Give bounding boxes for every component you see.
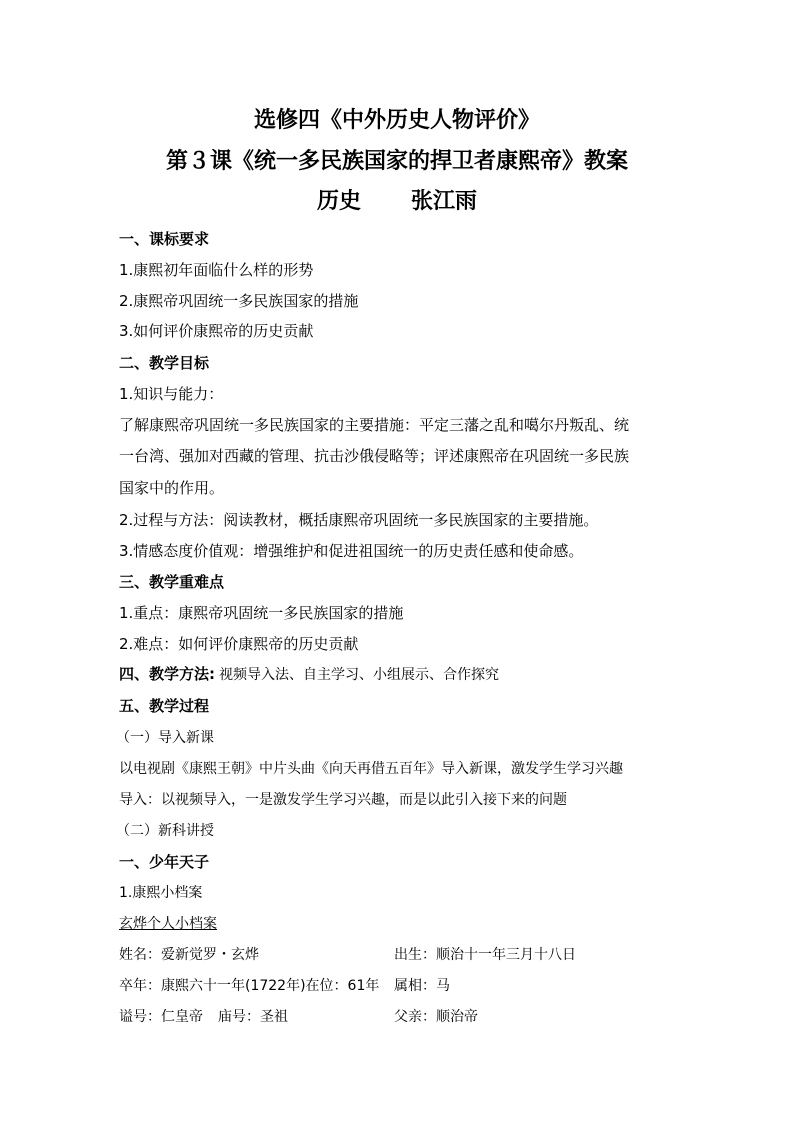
archive-title: 玄烨个人小档案 xyxy=(119,916,217,932)
archive-temple: 庙号：圣祖 xyxy=(218,1009,288,1025)
part-heading: 一、少年天子 xyxy=(119,853,210,871)
archive-birth: 出生：顺治十一年三月十八日 xyxy=(394,947,576,963)
section-heading-methods: 四、教学方法: xyxy=(119,665,215,683)
subsection-heading: （二）新科讲授 xyxy=(116,823,214,839)
methods-text: 视频导入法、自主学习、小组展示、合作探究 xyxy=(219,667,499,683)
subject-label: 历史 xyxy=(316,188,361,214)
subsection-heading: （一）导入新课 xyxy=(116,730,214,746)
archive-father: 父亲：顺治帝 xyxy=(394,1009,478,1025)
doc-byline xyxy=(0,184,794,215)
archive-zodiac: 属相：马 xyxy=(394,978,450,994)
paragraph-line: 导入：以视频导入，一是激发学生学习兴趣，而是以此引入接下来的问题 xyxy=(119,792,567,808)
list-item: 2.过程与方法：阅读教材，概括康熙帝巩固统一多民族国家的主要措施。 xyxy=(119,511,599,529)
archive-name: 姓名：爱新觉罗・玄烨 xyxy=(119,947,259,963)
section-methods xyxy=(119,663,499,684)
list-item: 2.康熙帝巩固统一多民族国家的措施 xyxy=(119,292,359,310)
section-heading-process: 五、教学过程 xyxy=(119,697,210,715)
paragraph-line: 一台湾、强加对西藏的管理、抗击沙俄侵略等；评述康熙帝在巩固统一多民族 xyxy=(119,447,630,465)
section-heading-standards: 一、课标要求 xyxy=(119,230,210,248)
list-item: 1.康熙初年面临什么样的形势 xyxy=(119,261,314,279)
section-heading-objectives: 二、教学目标 xyxy=(119,354,210,372)
author-name: 张江雨 xyxy=(411,188,478,214)
list-item: 3.如何评价康熙帝的历史贡献 xyxy=(119,322,314,340)
doc-title-line2: 第３课《统一多民族国家的捍卫者康熙帝》教案 xyxy=(165,148,628,174)
archive-posthumous: 谥号：仁皇帝 xyxy=(119,1009,203,1025)
archive-death-reign: 卒年：康熙六十一年(1722年)在位：61年 xyxy=(119,978,380,994)
list-item: 1.重点：康熙帝巩固统一多民族国家的措施 xyxy=(119,604,404,622)
list-item: 1.知识与能力： xyxy=(119,385,224,403)
list-item: 1.康熙小档案 xyxy=(119,885,203,901)
paragraph-line: 国家中的作用。 xyxy=(119,479,225,497)
section-heading-key-points: 三、教学重难点 xyxy=(119,573,225,591)
list-item: 3.情感态度价值观：增强维护和促进祖国统一的历史责任感和使命感。 xyxy=(119,542,584,560)
paragraph-line: 了解康熙帝巩固统一多民族国家的主要措施：平定三藩之乱和噶尔丹叛乱、统 xyxy=(119,416,630,434)
doc-title-line1: 选修四《中外历史人物评价》 xyxy=(253,107,540,133)
list-item: 2.难点：如何评价康熙帝的历史贡献 xyxy=(119,635,359,653)
paragraph-line: 以电视剧《康熙王朝》中片头曲《向天再借五百年》导入新课，激发学生学习兴趣 xyxy=(119,761,623,777)
